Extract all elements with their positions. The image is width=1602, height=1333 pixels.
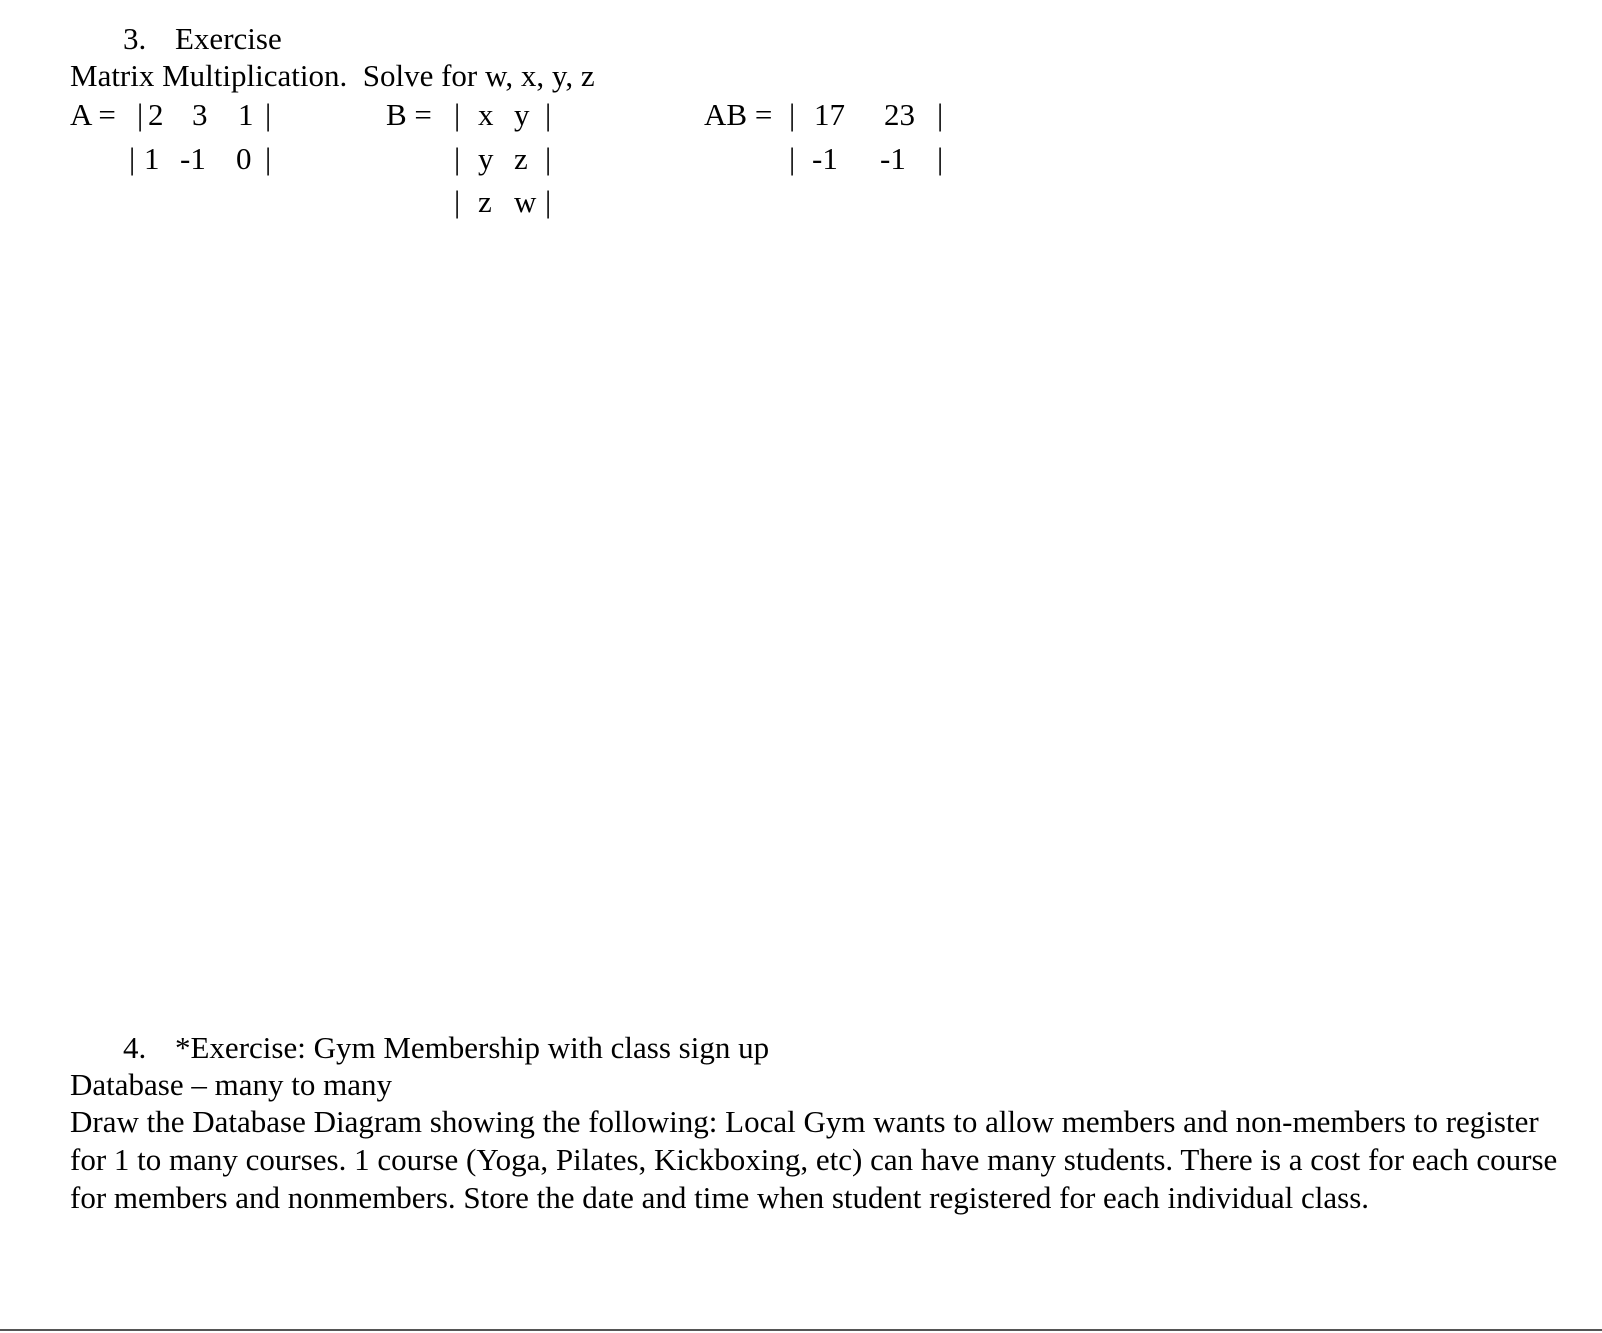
matrix-b-bracket: | bbox=[545, 141, 552, 176]
exercise-3-heading: Exercise bbox=[175, 21, 282, 56]
matrix-ab-label: AB = bbox=[704, 97, 773, 132]
matrix-b-cell: w bbox=[514, 184, 537, 219]
matrix-a-cell: 0 bbox=[236, 141, 252, 176]
matrix-b-bracket: | bbox=[454, 97, 461, 132]
matrix-b-cell: x bbox=[478, 97, 494, 132]
matrix-a-cell: 2 bbox=[148, 97, 164, 132]
matrix-b-cell: z bbox=[514, 141, 528, 176]
exercise-3-subtitle: Matrix Multiplication. Solve for w, x, y, z bbox=[70, 58, 595, 93]
matrix-b-bracket: | bbox=[545, 184, 552, 219]
exercise-4-body: Draw the Database Diagram showing the following: Local Gym wants to allow members and non-members to register for 1 to many courses. 1 course (Yoga, Pilates, Kickboxing, etc) can have many students. There is a cost for each course for members and nonmembers. Store the date and time when student registered for each individual class. bbox=[70, 1104, 1558, 1215]
exercise-3-number: 3. bbox=[123, 21, 147, 56]
exercise-4-number: 4. bbox=[123, 1030, 147, 1065]
matrix-b-bracket: | bbox=[545, 97, 552, 132]
matrix-a-cell: 1 bbox=[238, 97, 254, 132]
matrix-b-cell: y bbox=[514, 97, 530, 132]
matrix-a-bracket: | bbox=[129, 141, 136, 176]
exercise-4-subtitle: Database – many to many bbox=[70, 1067, 392, 1102]
exercise-4-heading: *Exercise: Gym Membership with class sign up bbox=[175, 1030, 770, 1065]
matrix-ab-cell: -1 bbox=[812, 141, 838, 176]
matrix-ab-bracket: | bbox=[789, 97, 796, 132]
matrix-a-cell: 3 bbox=[192, 97, 208, 132]
matrix-b-bracket: | bbox=[454, 184, 461, 219]
matrix-b-cell: y bbox=[478, 141, 494, 176]
matrix-ab-bracket: | bbox=[937, 97, 944, 132]
matrix-b-cell: z bbox=[478, 184, 492, 219]
matrix-a-cell: 1 bbox=[144, 141, 160, 176]
matrix-ab-cell: 17 bbox=[814, 97, 845, 132]
matrix-b-label: B = bbox=[386, 97, 432, 132]
matrix-a-bracket: | bbox=[265, 141, 272, 176]
matrix-a-bracket: | bbox=[137, 97, 144, 132]
page-bottom-divider bbox=[0, 1329, 1602, 1331]
matrix-b-bracket: | bbox=[454, 141, 461, 176]
matrix-a-cell: -1 bbox=[180, 141, 206, 176]
matrix-a-label: A = bbox=[70, 97, 116, 132]
matrix-ab-cell: -1 bbox=[880, 141, 906, 176]
matrix-ab-cell: 23 bbox=[884, 97, 915, 132]
matrix-ab-bracket: | bbox=[789, 141, 796, 176]
matrix-ab-bracket: | bbox=[937, 141, 944, 176]
matrix-a-bracket: | bbox=[265, 97, 272, 132]
